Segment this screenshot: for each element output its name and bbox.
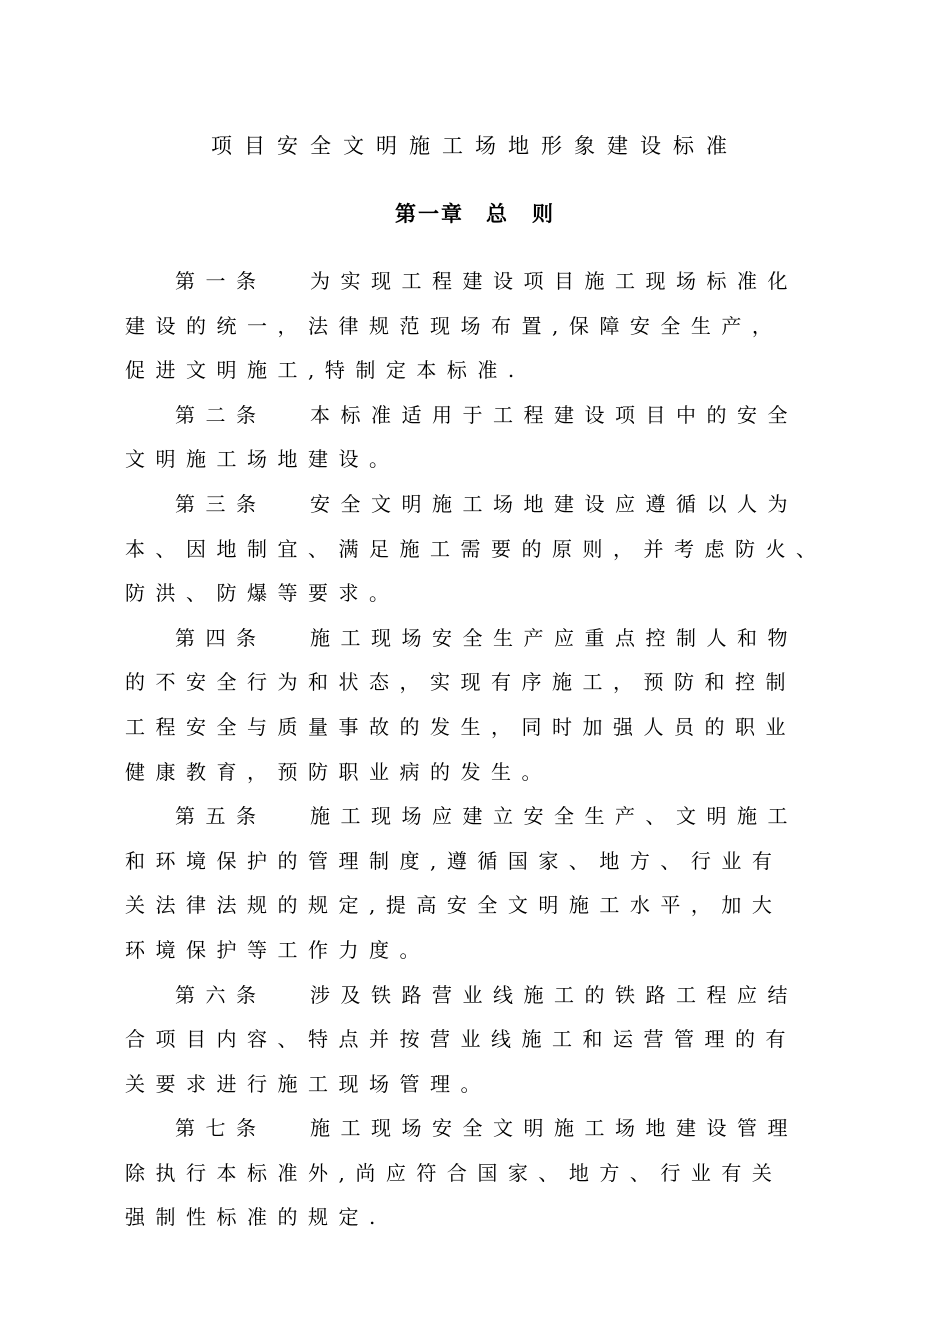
- article-text: 文明施工场地建设。: [125, 447, 400, 472]
- article: [125, 485, 845, 619]
- article-number: 第一条: [175, 269, 267, 293]
- article-text: 环境保护等工作力度。: [125, 937, 430, 962]
- article-text: 施工现场应建立安全生产、文明施工: [310, 804, 798, 829]
- article-line: [125, 619, 845, 664]
- article-text: 为实现工程建设项目施工现场标准化: [310, 269, 798, 293]
- article-text: 关法律法规的规定,提高安全文明施工水平，加大: [125, 893, 783, 918]
- article-line: [125, 797, 845, 842]
- article-line: [125, 262, 845, 307]
- article-number: 第七条: [175, 1116, 267, 1141]
- article: [125, 396, 845, 485]
- article-text: 施工现场安全生产应重点控制人和物: [310, 625, 798, 650]
- article-line: [125, 1020, 845, 1065]
- article: [125, 976, 845, 1110]
- article-line: [125, 485, 845, 530]
- article-number: 第六条: [175, 982, 267, 1007]
- article-text: 本、因地制宜、满足施工需要的原则，并考虑防火、: [125, 536, 827, 561]
- chapter-name: 总 则: [486, 201, 555, 226]
- article: [125, 797, 845, 975]
- article-line: [125, 574, 845, 619]
- article: [125, 1109, 845, 1243]
- article-list: [125, 262, 845, 1243]
- chapter-heading: [0, 198, 950, 230]
- article-number: 第五条: [175, 804, 267, 829]
- article-line: [125, 351, 845, 396]
- article: [125, 619, 845, 797]
- chapter-number: 第一章: [395, 201, 464, 226]
- article-text: 施工现场安全文明施工场地建设管理: [310, 1116, 798, 1141]
- article: [125, 262, 845, 396]
- article-text: 关要求进行施工现场管理。: [125, 1071, 491, 1096]
- article-line: [125, 440, 845, 485]
- article-text: 的不安全行为和状态，实现有序施工，预防和控制: [125, 670, 796, 695]
- article-number: 第三条: [175, 491, 267, 516]
- article-text: 建设的统一，法律规范现场布置,保障安全生产，: [125, 313, 783, 338]
- article-line: [125, 1065, 845, 1110]
- article-line: [125, 1109, 845, 1154]
- article-line: [125, 1198, 845, 1243]
- article-text: 本标准适用于工程建设项目中的安全: [310, 402, 798, 427]
- article-text: 强制性标准的规定.: [125, 1205, 386, 1230]
- article-text: 安全文明施工场地建设应遵循以人为: [310, 491, 798, 516]
- article-text: 促进文明施工,特制定本标准.: [125, 358, 525, 383]
- article-number: 第二条: [175, 402, 267, 427]
- article-line: [125, 530, 845, 575]
- article-text: 除执行本标准外,尚应符合国家、地方、行业有关: [125, 1160, 783, 1185]
- article-line: [125, 842, 845, 887]
- document-title: 项目安全文明施工场地形象建设标准: [211, 134, 739, 158]
- article-text: 和环境保护的管理制度,遵循国家、地方、行业有: [125, 848, 783, 873]
- article-text: 防洪、防爆等要求。: [125, 581, 400, 606]
- article-line: [125, 976, 845, 1021]
- article-line: [125, 307, 845, 352]
- article-text: 健康教育，预防职业病的发生。: [125, 759, 552, 784]
- article-line: [125, 753, 845, 798]
- article-line: [125, 1154, 845, 1199]
- article-line: [125, 886, 845, 931]
- article-line: [125, 663, 845, 708]
- article-line: [125, 708, 845, 753]
- article-line: [125, 931, 845, 976]
- article-number: 第四条: [175, 625, 267, 650]
- article-line: [125, 396, 845, 441]
- article-text: 合项目内容、特点并按营业线施工和运营管理的有: [125, 1027, 796, 1052]
- article-text: 涉及铁路营业线施工的铁路工程应结: [310, 982, 798, 1007]
- article-text: 工程安全与质量事故的发生，同时加强人员的职业: [125, 714, 796, 739]
